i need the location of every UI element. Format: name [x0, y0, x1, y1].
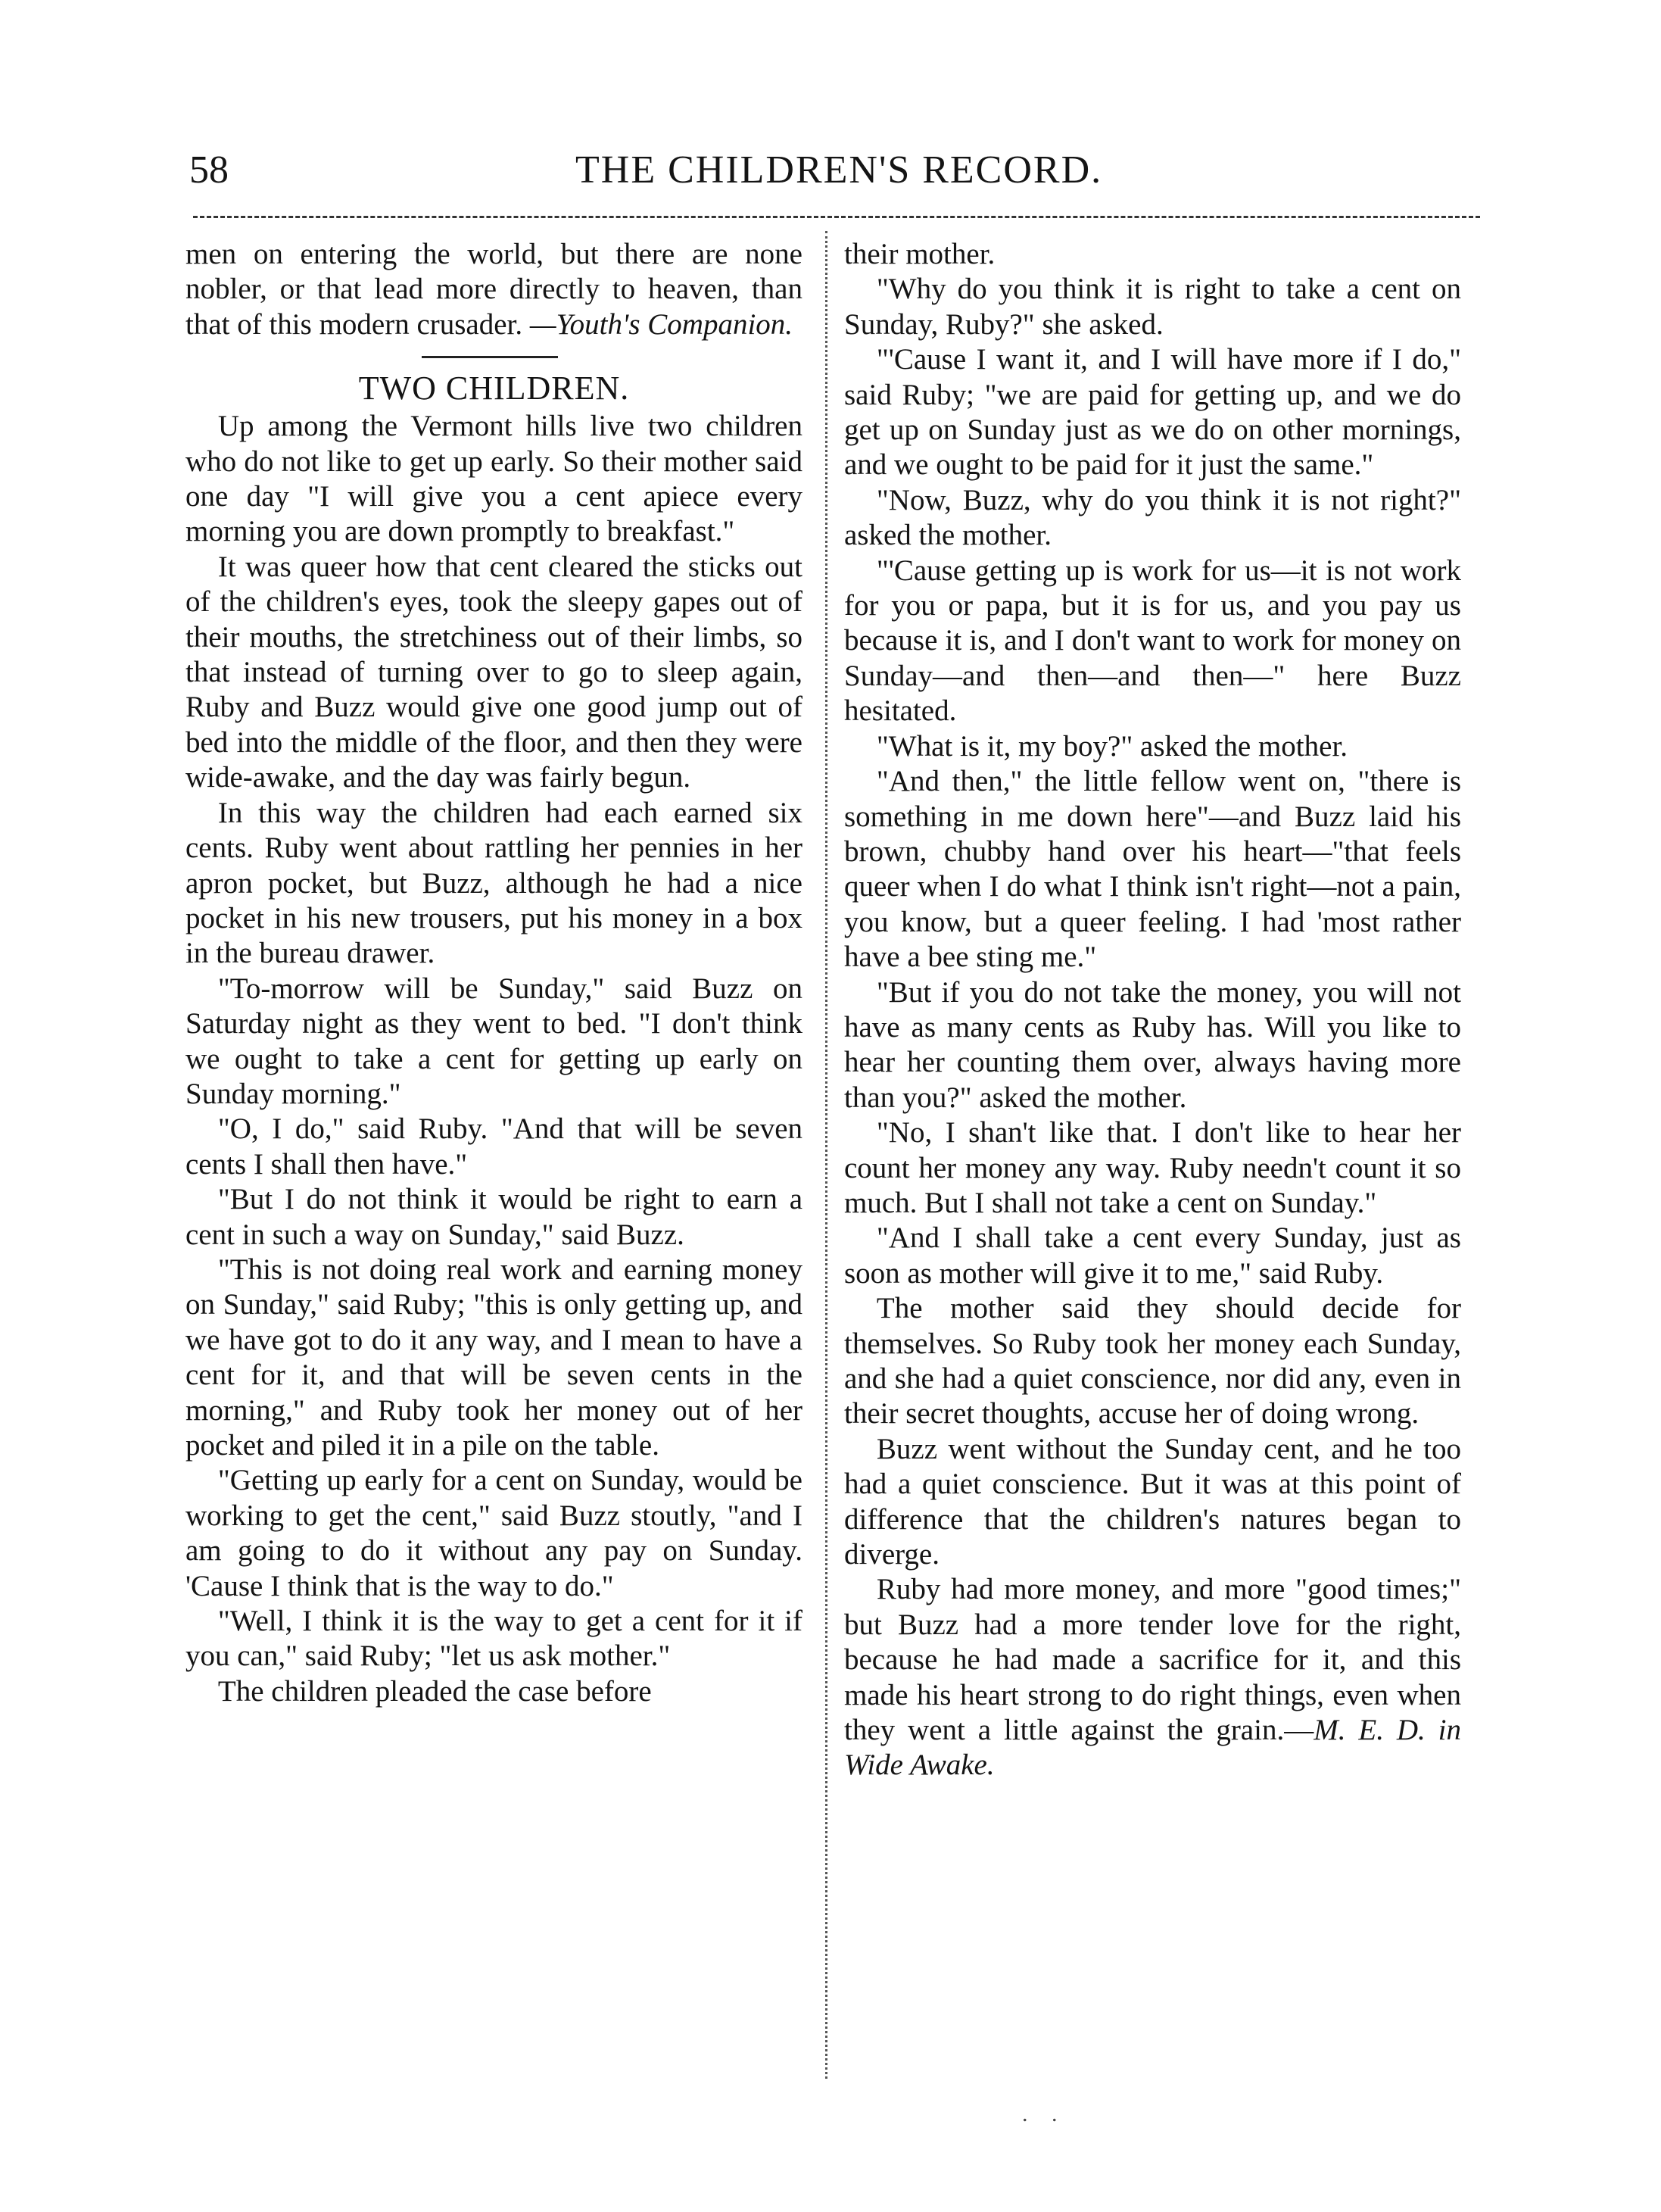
paragraph: "O, I do," said Ruby. "And that will be seven cents I shall then have.": [185, 1112, 802, 1181]
paragraph: In this way the children had each earned six cents. Ruby went about rattling her pennies in her apron pocket, but Buzz, although he had a nice pocket in his new trousers, put his money in a box in the bureau drawer.: [185, 796, 802, 970]
paragraph: "Getting up early for a cent on Sunday, would be working to get the cent," said Buzz stoutly, "and I am going to do it without any pay on Sunday. 'Cause I think that is the way to do.": [185, 1464, 802, 1602]
paragraph: "Well, I think it is the way to get a cent for it if you can," said Ruby; "let us ask mother.": [185, 1605, 802, 1673]
running-title: THE CHILDREN'S RECORD.: [575, 148, 1103, 192]
page-number: 58: [189, 148, 229, 192]
paragraph: "No, I shan't like that. I don't like to hear her count her money any way. Ruby needn't count it so much. But I shall not take a cent on Sunday.": [844, 1116, 1461, 1219]
paragraph: "Why do you think it is right to take a cent on Sunday, Ruby?" she asked.: [844, 273, 1461, 341]
header-rule: [193, 216, 1480, 218]
opening-paragraph: [185, 237, 802, 342]
left-column: [185, 237, 802, 1709]
paragraph: "And I shall take a cent every Sunday, just as soon as mother will give it to me," said Ruby.: [844, 1221, 1461, 1290]
paragraph: "'Cause getting up is work for us—it is not work for you or papa, but it is for us, and you pay us because it is, and I don't want to work for money on Sunday—and then—and then—" here Buzz hesitated.: [844, 554, 1461, 728]
paragraph: The mother said they should decide for themselves. So Ruby took her money each Sunday, and she had a quiet conscience, nor did any, even in their secret thoughts, accuse her of doing wrong.: [844, 1292, 1461, 1430]
paragraph: "What is it, my boy?" asked the mother.: [876, 729, 1348, 763]
right-column: [844, 237, 1461, 1783]
paragraph: "To-morrow will be Sunday," said Buzz on Saturday night as they went to bed. "I don't think we ought to take a cent for getting up early on Sunday morning.": [185, 972, 802, 1110]
paragraph: [844, 1572, 1461, 1783]
paragraph: "This is not doing real work and earning money on Sunday," said Ruby; "this is only getting up, and we have got to do it any way, and I mean to have a cent for it, and that will be seven cents in the morning," and Ruby took her money out of her pocket and piled it in a pile on the table.: [185, 1253, 802, 1462]
article-title: TWO CHILDREN.: [185, 370, 802, 407]
paragraph-text: Ruby had more money, and more "good times;" but Buzz had a more tender love for the right, because he had made a sacrifice for it, and this made his heart strong to do right things, even when they went a little against the grain.—: [844, 1573, 1461, 1747]
paragraph: "But if you do not take the money, you will not have as many cents as Ruby has. Will you like to hear her counting them over, always having more than you?" asked the mother.: [844, 975, 1461, 1114]
paragraph: Buzz went without the Sunday cent, and he too had a quiet conscience. But it was at this point of difference that the children's natures began to diverge.: [844, 1432, 1461, 1571]
opening-paragraph-text: men on entering the world, but there are none nobler, or that lead more directly to heaven, than that of this modern crusader.: [185, 238, 802, 341]
opening-source: —Youth's Companion.: [529, 307, 793, 341]
paragraph: "'Cause I want it, and I will have more if I do," said Ruby; "we are paid for getting up, and we do get up on Sunday just as we do on other mornings, and we ought to be paid for it just the same.": [844, 343, 1461, 482]
continuation-line: their mother.: [844, 238, 996, 270]
paragraph: Up among the Vermont hills live two children who do not like to get up early. So their mother said one day "I will give you a cent apiece every morning you are down promptly to breakfast.": [185, 410, 802, 548]
footer-mark: . .: [1022, 2101, 1067, 2126]
column-divider: [825, 231, 827, 2079]
paragraph: The children pleaded the case before: [217, 1674, 652, 1708]
paragraph: "Now, Buzz, why do you think it is not right?" asked the mother.: [844, 483, 1461, 552]
paragraph: "And then," the little fellow went on, "there is something in me down here"—and Buzz laid his brown, chubby hand over his heart—"that feels queer when I do what I think isn't right—not a pain, you know, but a queer feeling. I had 'most rather have a bee sting me.": [844, 765, 1461, 974]
paragraph: "But I do not think it would be right to earn a cent in such a way on Sunday," said Buzz.: [185, 1183, 802, 1251]
closing-source: M. E. D. in Wide Awake.: [844, 1714, 1462, 1782]
paragraph: It was queer how that cent cleared the sticks out of the children's eyes, took the sleepy gapes out of their mouths, the stretchiness out of their limbs, so that instead of turning over to go to sleep again, Ruby and Buzz would give one good jump out of bed into the middle of the floor, and then they were wide-awake, and the day was fairly begun.: [185, 550, 802, 794]
page-header: [0, 144, 1661, 197]
